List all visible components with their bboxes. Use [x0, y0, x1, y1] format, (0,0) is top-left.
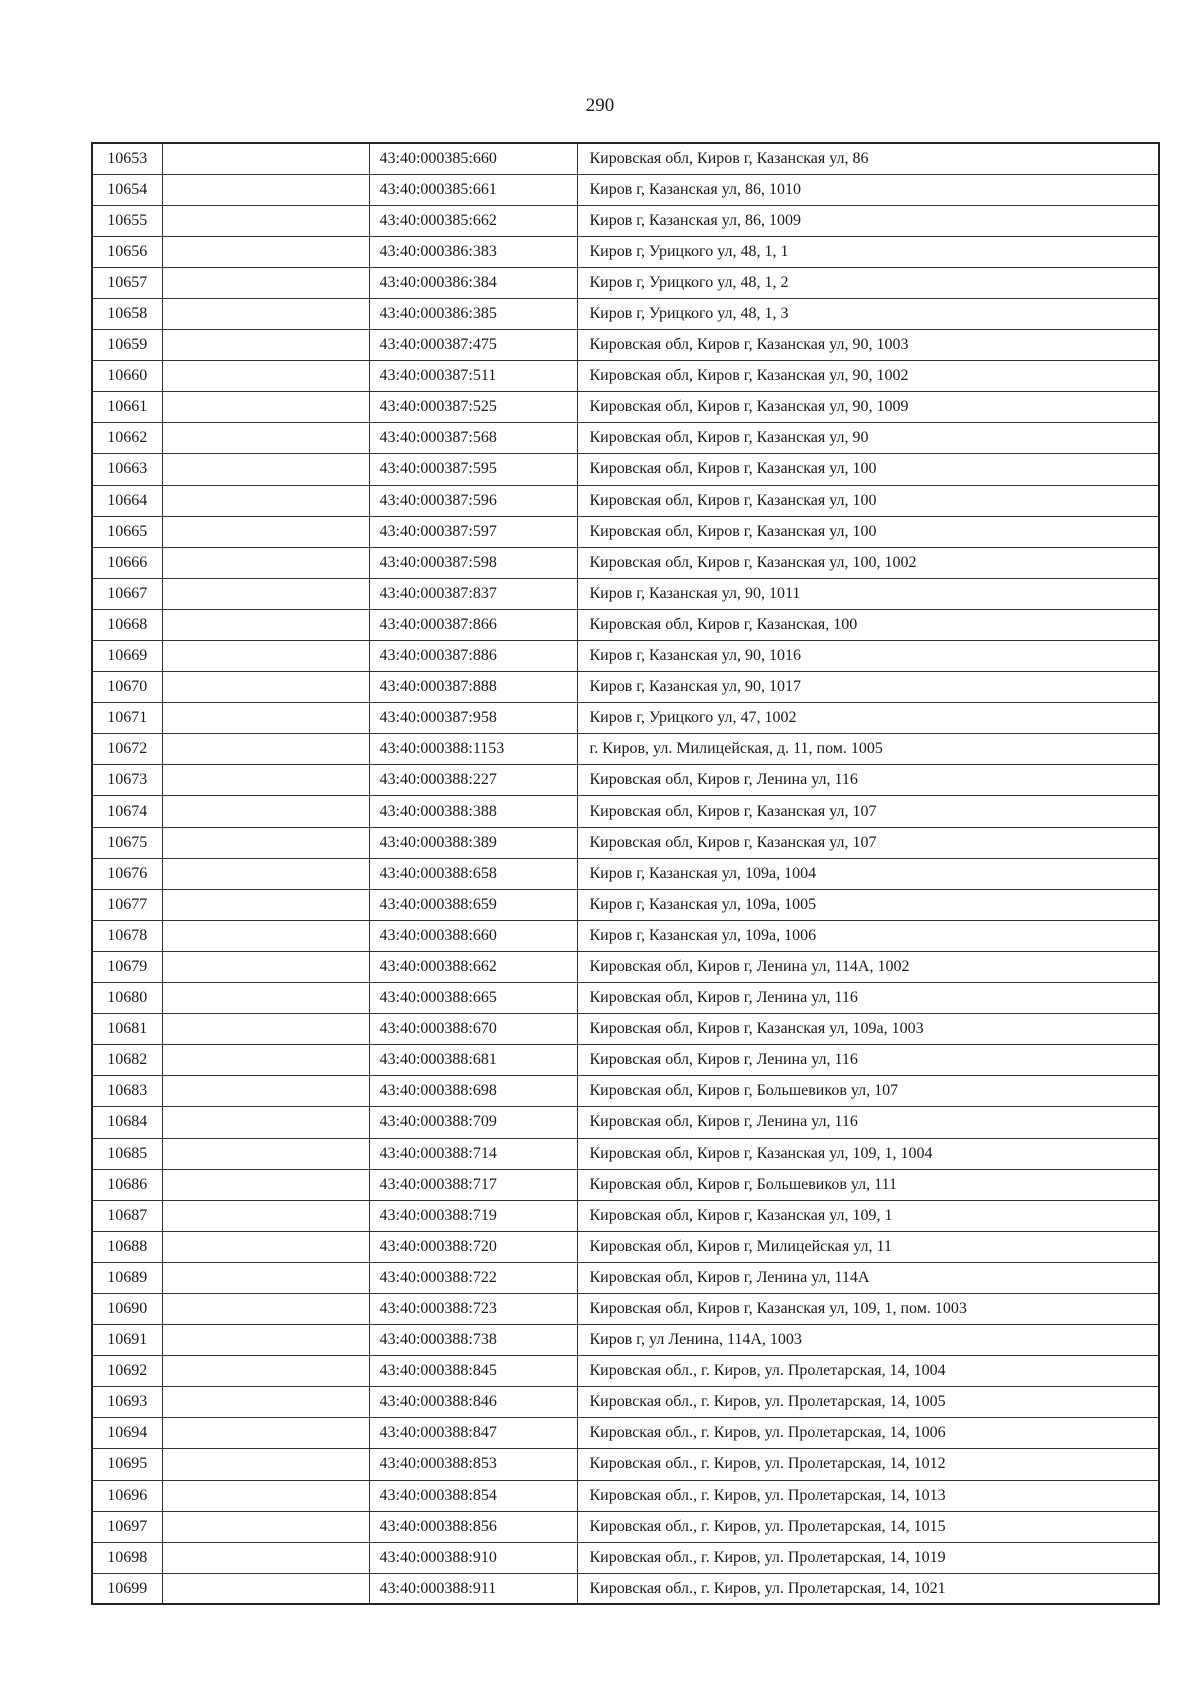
- empty-cell: [162, 827, 369, 858]
- empty-cell: [162, 1511, 369, 1542]
- address: Кировская обл, Киров г, Казанская ул, 109, 1: [577, 1200, 1159, 1231]
- empty-cell: [162, 423, 369, 454]
- registry-table: [91, 142, 1160, 1605]
- row-number: 10663: [92, 454, 162, 485]
- empty-cell: [162, 1076, 369, 1107]
- cadastral-number: 43:40:000386:384: [369, 267, 577, 298]
- row-number: 10668: [92, 609, 162, 640]
- empty-cell: [162, 578, 369, 609]
- cadastral-number: 43:40:000387:598: [369, 547, 577, 578]
- address: Кировская обл, Киров г, Ленина ул, 116: [577, 983, 1159, 1014]
- row-number: 10658: [92, 298, 162, 329]
- address: Кировская обл, Киров г, Казанская ул, 86: [577, 143, 1159, 174]
- empty-cell: [162, 1449, 369, 1480]
- empty-cell: [162, 330, 369, 361]
- table-row: [92, 951, 1159, 982]
- empty-cell: [162, 983, 369, 1014]
- empty-cell: [162, 1573, 369, 1604]
- table-row: [92, 1262, 1159, 1293]
- row-number: 10659: [92, 330, 162, 361]
- row-number: 10673: [92, 765, 162, 796]
- row-number: 10682: [92, 1045, 162, 1076]
- row-number: 10699: [92, 1573, 162, 1604]
- empty-cell: [162, 454, 369, 485]
- cadastral-number: 43:40:000385:662: [369, 205, 577, 236]
- cadastral-number: 43:40:000388:846: [369, 1387, 577, 1418]
- cadastral-number: 43:40:000387:525: [369, 392, 577, 423]
- cadastral-number: 43:40:000388:670: [369, 1014, 577, 1045]
- cadastral-number: 43:40:000386:383: [369, 236, 577, 267]
- row-number: 10676: [92, 858, 162, 889]
- empty-cell: [162, 1356, 369, 1387]
- row-number: 10653: [92, 143, 162, 174]
- row-number: 10662: [92, 423, 162, 454]
- table-row: [92, 516, 1159, 547]
- empty-cell: [162, 267, 369, 298]
- cadastral-number: 43:40:000388:389: [369, 827, 577, 858]
- table-row: [92, 1418, 1159, 1449]
- table-row: [92, 454, 1159, 485]
- cadastral-number: 43:40:000388:845: [369, 1356, 577, 1387]
- cadastral-number: 43:40:000388:714: [369, 1138, 577, 1169]
- empty-cell: [162, 1045, 369, 1076]
- empty-cell: [162, 205, 369, 236]
- table-row: [92, 1480, 1159, 1511]
- cadastral-number: 43:40:000385:661: [369, 174, 577, 205]
- row-number: 10691: [92, 1325, 162, 1356]
- table-row: [92, 205, 1159, 236]
- address: Кировская обл, Киров г, Ленина ул, 114А, 1002: [577, 951, 1159, 982]
- row-number: 10661: [92, 392, 162, 423]
- row-number: 10672: [92, 734, 162, 765]
- row-number: 10694: [92, 1418, 162, 1449]
- address: г. Киров, ул. Милицейская, д. 11, пом. 1005: [577, 734, 1159, 765]
- row-number: 10680: [92, 983, 162, 1014]
- empty-cell: [162, 765, 369, 796]
- page-number: 290: [585, 95, 615, 116]
- row-number: 10686: [92, 1169, 162, 1200]
- table-row: [92, 765, 1159, 796]
- cadastral-number: 43:40:000388:698: [369, 1076, 577, 1107]
- table-row: [92, 392, 1159, 423]
- address: Кировская обл, Киров г, Казанская ул, 90, 1002: [577, 361, 1159, 392]
- address: Киров г, Казанская ул, 109а, 1006: [577, 920, 1159, 951]
- table-row: [92, 1169, 1159, 1200]
- empty-cell: [162, 1325, 369, 1356]
- address: Кировская обл, Киров г, Казанская ул, 90, 1009: [577, 392, 1159, 423]
- empty-cell: [162, 951, 369, 982]
- cadastral-number: 43:40:000388:720: [369, 1231, 577, 1262]
- table-row: [92, 1542, 1159, 1573]
- address: Кировская обл, Киров г, Казанская ул, 100, 1002: [577, 547, 1159, 578]
- empty-cell: [162, 672, 369, 703]
- cadastral-number: 43:40:000387:597: [369, 516, 577, 547]
- cadastral-number: 43:40:000388:853: [369, 1449, 577, 1480]
- cadastral-number: 43:40:000386:385: [369, 298, 577, 329]
- row-number: 10677: [92, 889, 162, 920]
- row-number: 10679: [92, 951, 162, 982]
- address: Кировская обл, Киров г, Казанская ул, 100: [577, 516, 1159, 547]
- empty-cell: [162, 796, 369, 827]
- address: Кировская обл, Киров г, Казанская ул, 90: [577, 423, 1159, 454]
- cadastral-number: 43:40:000387:511: [369, 361, 577, 392]
- empty-cell: [162, 920, 369, 951]
- cadastral-number: 43:40:000388:910: [369, 1542, 577, 1573]
- address: Кировская обл, Киров г, Ленина ул, 116: [577, 1107, 1159, 1138]
- table-row: [92, 703, 1159, 734]
- cadastral-number: 43:40:000388:709: [369, 1107, 577, 1138]
- cadastral-number: 43:40:000388:660: [369, 920, 577, 951]
- empty-cell: [162, 703, 369, 734]
- empty-cell: [162, 641, 369, 672]
- address: Киров г, Казанская ул, 86, 1010: [577, 174, 1159, 205]
- cadastral-number: 43:40:000387:866: [369, 609, 577, 640]
- empty-cell: [162, 236, 369, 267]
- cadastral-number: 43:40:000388:665: [369, 983, 577, 1014]
- cadastral-number: 43:40:000388:662: [369, 951, 577, 982]
- table-row: [92, 1325, 1159, 1356]
- row-number: 10684: [92, 1107, 162, 1138]
- table-row: [92, 1293, 1159, 1324]
- table-row: [92, 1511, 1159, 1542]
- cadastral-number: 43:40:000388:719: [369, 1200, 577, 1231]
- table-row: [92, 485, 1159, 516]
- empty-cell: [162, 1138, 369, 1169]
- empty-cell: [162, 1542, 369, 1573]
- row-number: 10667: [92, 578, 162, 609]
- row-number: 10664: [92, 485, 162, 516]
- empty-cell: [162, 609, 369, 640]
- table-row: [92, 1387, 1159, 1418]
- cadastral-number: 43:40:000388:738: [369, 1325, 577, 1356]
- empty-cell: [162, 174, 369, 205]
- table-row: [92, 983, 1159, 1014]
- cadastral-number: 43:40:000387:888: [369, 672, 577, 703]
- empty-cell: [162, 547, 369, 578]
- table-row: [92, 1200, 1159, 1231]
- address: Кировская обл, Киров г, Милицейская ул, 11: [577, 1231, 1159, 1262]
- table-row: [92, 1573, 1159, 1604]
- empty-cell: [162, 516, 369, 547]
- table-row: [92, 889, 1159, 920]
- table-row: [92, 609, 1159, 640]
- empty-cell: [162, 1200, 369, 1231]
- cadastral-number: 43:40:000388:681: [369, 1045, 577, 1076]
- empty-cell: [162, 1014, 369, 1045]
- address: Кировская обл, Киров г, Казанская ул, 109а, 1003: [577, 1014, 1159, 1045]
- address: Кировская обл., г. Киров, ул. Пролетарская, 14, 1021: [577, 1573, 1159, 1604]
- row-number: 10666: [92, 547, 162, 578]
- row-number: 10689: [92, 1262, 162, 1293]
- cadastral-number: 43:40:000387:958: [369, 703, 577, 734]
- empty-cell: [162, 1231, 369, 1262]
- table-row: [92, 298, 1159, 329]
- cadastral-number: 43:40:000388:723: [369, 1293, 577, 1324]
- row-number: 10657: [92, 267, 162, 298]
- row-number: 10671: [92, 703, 162, 734]
- empty-cell: [162, 485, 369, 516]
- row-number: 10683: [92, 1076, 162, 1107]
- table-row: [92, 361, 1159, 392]
- table-row: [92, 236, 1159, 267]
- empty-cell: [162, 361, 369, 392]
- address: Кировская обл., г. Киров, ул. Пролетарская, 14, 1012: [577, 1449, 1159, 1480]
- address: Киров г, Казанская ул, 109а, 1004: [577, 858, 1159, 889]
- empty-cell: [162, 1262, 369, 1293]
- cadastral-number: 43:40:000387:886: [369, 641, 577, 672]
- empty-cell: [162, 1169, 369, 1200]
- table-row: [92, 1076, 1159, 1107]
- empty-cell: [162, 1480, 369, 1511]
- row-number: 10690: [92, 1293, 162, 1324]
- address: Кировская обл., г. Киров, ул. Пролетарская, 14, 1013: [577, 1480, 1159, 1511]
- row-number: 10695: [92, 1449, 162, 1480]
- table-row: [92, 1449, 1159, 1480]
- cadastral-number: 43:40:000388:911: [369, 1573, 577, 1604]
- row-number: 10656: [92, 236, 162, 267]
- address: Кировская обл., г. Киров, ул. Пролетарская, 14, 1004: [577, 1356, 1159, 1387]
- cadastral-number: 43:40:000385:660: [369, 143, 577, 174]
- address: Киров г, Урицкого ул, 48, 1, 2: [577, 267, 1159, 298]
- empty-cell: [162, 1418, 369, 1449]
- address: Киров г, Урицкого ул, 47, 1002: [577, 703, 1159, 734]
- table-row: [92, 330, 1159, 361]
- empty-cell: [162, 143, 369, 174]
- cadastral-number: 43:40:000387:475: [369, 330, 577, 361]
- table-row: [92, 827, 1159, 858]
- registry-table-body: [92, 143, 1159, 1604]
- address: Киров г, Казанская ул, 86, 1009: [577, 205, 1159, 236]
- cadastral-number: 43:40:000388:717: [369, 1169, 577, 1200]
- row-number: 10660: [92, 361, 162, 392]
- cadastral-number: 43:40:000387:568: [369, 423, 577, 454]
- row-number: 10696: [92, 1480, 162, 1511]
- row-number: 10681: [92, 1014, 162, 1045]
- row-number: 10665: [92, 516, 162, 547]
- cadastral-number: 43:40:000388:388: [369, 796, 577, 827]
- address: Кировская обл, Киров г, Большевиков ул, 107: [577, 1076, 1159, 1107]
- address: Кировская обл, Киров г, Казанская, 100: [577, 609, 1159, 640]
- table-row: [92, 858, 1159, 889]
- row-number: 10669: [92, 641, 162, 672]
- cadastral-number: 43:40:000388:847: [369, 1418, 577, 1449]
- table-row: [92, 1356, 1159, 1387]
- row-number: 10693: [92, 1387, 162, 1418]
- table-row: [92, 672, 1159, 703]
- empty-cell: [162, 1293, 369, 1324]
- empty-cell: [162, 392, 369, 423]
- address: Киров г, Казанская ул, 90, 1011: [577, 578, 1159, 609]
- address: Кировская обл, Киров г, Казанская ул, 109, 1, 1004: [577, 1138, 1159, 1169]
- empty-cell: [162, 734, 369, 765]
- cadastral-number: 43:40:000388:1153: [369, 734, 577, 765]
- row-number: 10675: [92, 827, 162, 858]
- row-number: 10654: [92, 174, 162, 205]
- address: Кировская обл., г. Киров, ул. Пролетарская, 14, 1005: [577, 1387, 1159, 1418]
- table-row: [92, 920, 1159, 951]
- table-row: [92, 578, 1159, 609]
- table-row: [92, 174, 1159, 205]
- table-row: [92, 641, 1159, 672]
- row-number: 10698: [92, 1542, 162, 1573]
- empty-cell: [162, 1387, 369, 1418]
- cadastral-number: 43:40:000388:856: [369, 1511, 577, 1542]
- address: Кировская обл., г. Киров, ул. Пролетарская, 14, 1006: [577, 1418, 1159, 1449]
- row-number: 10687: [92, 1200, 162, 1231]
- row-number: 10670: [92, 672, 162, 703]
- address: Киров г, Казанская ул, 109а, 1005: [577, 889, 1159, 920]
- row-number: 10692: [92, 1356, 162, 1387]
- address: Киров г, Казанская ул, 90, 1017: [577, 672, 1159, 703]
- cadastral-number: 43:40:000388:658: [369, 858, 577, 889]
- table-row: [92, 1231, 1159, 1262]
- empty-cell: [162, 298, 369, 329]
- address: Кировская обл., г. Киров, ул. Пролетарская, 14, 1015: [577, 1511, 1159, 1542]
- table-row: [92, 547, 1159, 578]
- address: Кировская обл, Киров г, Большевиков ул, 111: [577, 1169, 1159, 1200]
- address: Кировская обл, Киров г, Казанская ул, 107: [577, 796, 1159, 827]
- row-number: 10685: [92, 1138, 162, 1169]
- table-row: [92, 1138, 1159, 1169]
- cadastral-number: 43:40:000387:596: [369, 485, 577, 516]
- table-row: [92, 423, 1159, 454]
- cadastral-number: 43:40:000388:659: [369, 889, 577, 920]
- empty-cell: [162, 889, 369, 920]
- row-number: 10674: [92, 796, 162, 827]
- cadastral-number: 43:40:000388:227: [369, 765, 577, 796]
- table-row: [92, 1045, 1159, 1076]
- cadastral-number: 43:40:000387:595: [369, 454, 577, 485]
- address: Кировская обл., г. Киров, ул. Пролетарская, 14, 1019: [577, 1542, 1159, 1573]
- address: Кировская обл, Киров г, Ленина ул, 114А: [577, 1262, 1159, 1293]
- empty-cell: [162, 1107, 369, 1138]
- cadastral-number: 43:40:000388:854: [369, 1480, 577, 1511]
- address: Киров г, Урицкого ул, 48, 1, 1: [577, 236, 1159, 267]
- empty-cell: [162, 858, 369, 889]
- table-row: [92, 267, 1159, 298]
- row-number: 10688: [92, 1231, 162, 1262]
- table-row: [92, 1014, 1159, 1045]
- cadastral-number: 43:40:000388:722: [369, 1262, 577, 1293]
- address: Кировская обл, Киров г, Казанская ул, 90, 1003: [577, 330, 1159, 361]
- table-row: [92, 734, 1159, 765]
- row-number: 10655: [92, 205, 162, 236]
- row-number: 10697: [92, 1511, 162, 1542]
- address: Кировская обл, Киров г, Казанская ул, 109, 1, пом. 1003: [577, 1293, 1159, 1324]
- table-row: [92, 796, 1159, 827]
- address: Кировская обл, Киров г, Казанская ул, 100: [577, 454, 1159, 485]
- address: Кировская обл, Киров г, Казанская ул, 107: [577, 827, 1159, 858]
- address: Кировская обл, Киров г, Казанская ул, 100: [577, 485, 1159, 516]
- address: Кировская обл, Киров г, Ленина ул, 116: [577, 765, 1159, 796]
- address: Кировская обл, Киров г, Ленина ул, 116: [577, 1045, 1159, 1076]
- table-row: [92, 1107, 1159, 1138]
- table-row: [92, 143, 1159, 174]
- address: Киров г, Урицкого ул, 48, 1, 3: [577, 298, 1159, 329]
- address: Киров г, ул Ленина, 114А, 1003: [577, 1325, 1159, 1356]
- row-number: 10678: [92, 920, 162, 951]
- address: Киров г, Казанская ул, 90, 1016: [577, 641, 1159, 672]
- cadastral-number: 43:40:000387:837: [369, 578, 577, 609]
